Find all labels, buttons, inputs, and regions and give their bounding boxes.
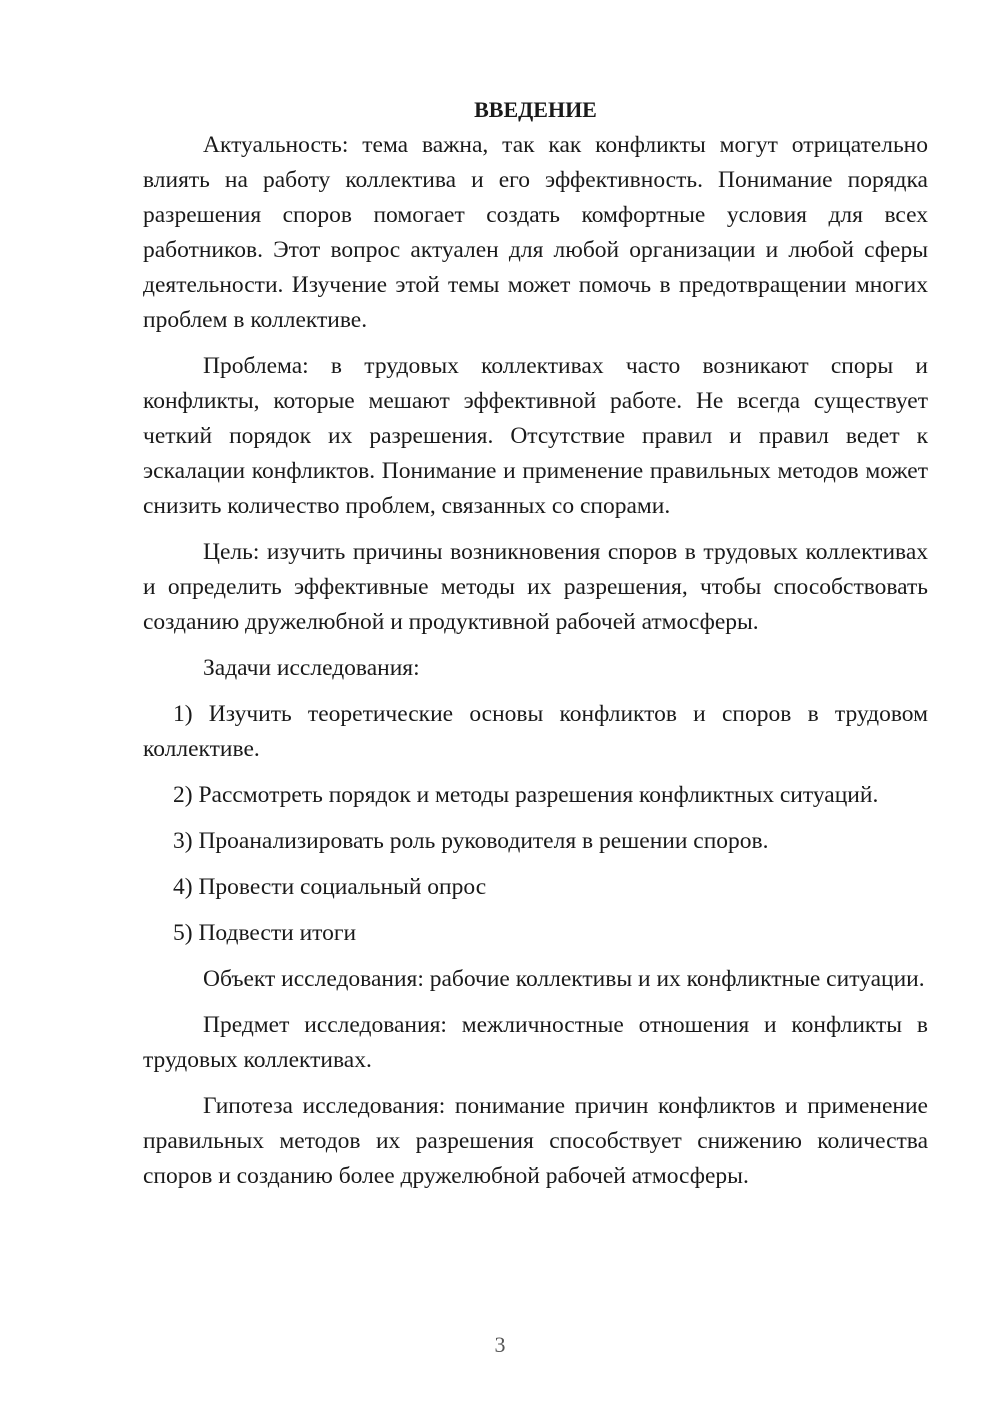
section-title: ВВЕДЕНИЕ: [474, 97, 597, 122]
page-content: [143, 92, 928, 1194]
paragraph-relevance: Актуальность: тема важна, так как конфликты могут отрицательно влиять на работу коллектива и его эффективность. Понимание порядка разрешения споров помогает создать комфортные условия для всех работников. Этот вопрос актуален для любой организации и любой сферы деятельности. Изучение этой темы может помочь в предотвращении многих проблем в коллективе.: [143, 132, 928, 333]
paragraph-object: Объект исследования: рабочие коллективы и их конфликтные ситуации.: [203, 966, 925, 992]
tasks-heading: Задачи исследования:: [203, 655, 420, 681]
paragraph-subject: Предмет исследования: межличностные отношения и конфликты в трудовых коллективах.: [143, 1012, 928, 1073]
task-item-2: 2) Рассмотреть порядок и методы разрешения конфликтных ситуаций.: [173, 782, 879, 808]
paragraph-goal: Цель: изучить причины возникновения споров в трудовых коллективах и определить эффективные методы их разрешения, чтобы способствовать созданию дружелюбной и продуктивной рабочей атмосферы.: [143, 539, 928, 635]
task-item-4: 4) Провести социальный опрос: [173, 874, 487, 900]
paragraph-problem: Проблема: в трудовых коллективах часто возникают споры и конфликты, которые мешают эффективной работе. Не всегда существует четкий порядок их разрешения. Отсутствие правил и правил ведет к эскалации конфликтов. Понимание и применение правильных методов может снизить количество проблем, связанных со спорами.: [143, 353, 928, 519]
task-item-3: 3) Проанализировать роль руководителя в решении споров.: [173, 828, 769, 854]
task-item-5: 5) Подвести итоги: [173, 920, 357, 946]
paragraph-hypothesis: Гипотеза исследования: понимание причин конфликтов и применение правильных методов их разрешения способствует снижению количества споров и созданию более дружелюбной рабочей атмосферы.: [143, 1093, 928, 1189]
task-item-1: 1) Изучить теоретические основы конфликтов и споров в трудовом коллективе.: [143, 701, 928, 762]
page-number: 3: [494, 1332, 506, 1357]
